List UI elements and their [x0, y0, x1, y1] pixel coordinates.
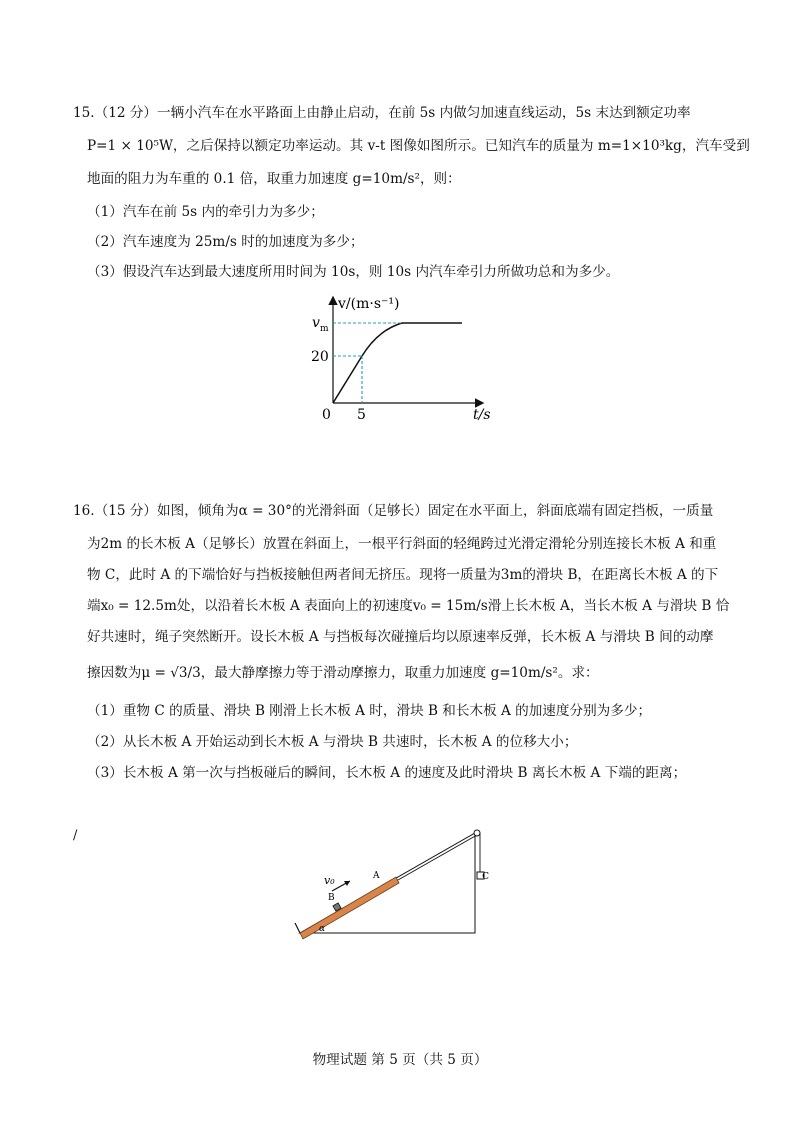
q16-line-1: 16.（15 分）如图，倾角为α = 30°的光滑斜面（足够长）固定在水平面上，斜面底端有固定挡板，一质量: [73, 503, 714, 519]
linear-segment: [333, 356, 362, 403]
alpha-label: α: [319, 924, 326, 934]
v-axis-label: v/(m·s⁻¹): [338, 296, 400, 312]
q16-line-6: 擦因数为μ = √3/3，最大静摩擦力等于滑动摩擦力，取重力加速度 g=10m/s²。求：: [87, 665, 599, 681]
q16-line-3: 物 C，此时 A 的下端恰好与挡板接触但两者间无挤压。现将一质量为3m的滑块 B，在距离长木板 A 的下: [87, 567, 719, 583]
label-c: C: [482, 872, 489, 882]
q15-line-2: P=1 × 10⁵W，之后保持以额定功率运动。其 v-t 图像如图所示。已知汽车的质量为 m=1×10³kg，汽车受到: [87, 138, 750, 154]
incline-diagram: [290, 820, 490, 945]
q16-sub-2: （2）从长木板 A 开始运动到长木板 A 与滑块 B 共速时，长木板 A 的位移大小；: [87, 734, 578, 750]
stray-mark: /: [73, 828, 78, 843]
q16-sub-3: （3）长木板 A 第一次与挡板碰后的瞬间，长木板 A 的速度及此时滑块 B 离长木板 A 下端的距离；: [87, 765, 687, 781]
q16-line-2: 为2m 的长木板 A（足够长）放置在斜面上，一根平行斜面的轻绳跨过光滑定滑轮分别连接长木板 A 和重: [87, 536, 717, 552]
board-a: [300, 877, 399, 939]
q15-sub-3: （3）假设汽车达到最大速度所用时间为 10s，则 10s 内汽车牵引力所做功总和为多少。: [87, 264, 620, 280]
vm-sub-label: m: [320, 324, 329, 334]
t-axis-label: t/s: [473, 407, 491, 423]
curve-segment: [362, 323, 402, 356]
x-tick-5: 5: [357, 407, 366, 423]
q16-line-5: 好共速时，绳子突然断开。设长木板 A 与挡板每次碰撞后均以原速率反弹，长木板 A 与滑块 B 间的动摩: [87, 629, 714, 645]
q15-line-1: 15.（12 分）一辆小汽车在水平路面上由静止启动，在前 5s 内做匀加速直线运动，5s 末达到额定功率: [73, 105, 691, 121]
q15-sub-1: （1）汽车在前 5s 内的牵引力为多少；: [87, 204, 324, 220]
vt-graph: [300, 288, 510, 428]
q16-sub-1: （1）重物 C 的质量、滑块 B 刚滑上长木板 A 时，滑块 B 和长木板 A 的加速度分别为多少；: [87, 703, 652, 719]
v0-label: v₀: [324, 874, 335, 887]
pulley: [474, 830, 480, 836]
origin-label: 0: [322, 407, 331, 423]
q16-line-4: 端x₀ = 12.5m处，以沿着长木板 A 表面向上的初速度v₀ = 15m/s滑上长木板 A，当长木板 A 与滑块 B 恰: [87, 598, 730, 614]
q15-line-3: 地面的阻力为车重的 0.1 倍，取重力加速度 g=10m/s²，则：: [87, 171, 461, 187]
rope-incline: [398, 835, 477, 880]
stopper: [295, 923, 300, 933]
vm-label: v: [312, 315, 320, 331]
y-tick-20: 20: [311, 349, 329, 365]
label-b: B: [328, 893, 335, 903]
page-footer: 物理试题 第 5 页（共 5 页）: [312, 1052, 488, 1068]
q15-sub-2: （2）汽车速度为 25m/s 时的加速度为多少；: [87, 234, 364, 250]
label-a: A: [373, 871, 380, 881]
